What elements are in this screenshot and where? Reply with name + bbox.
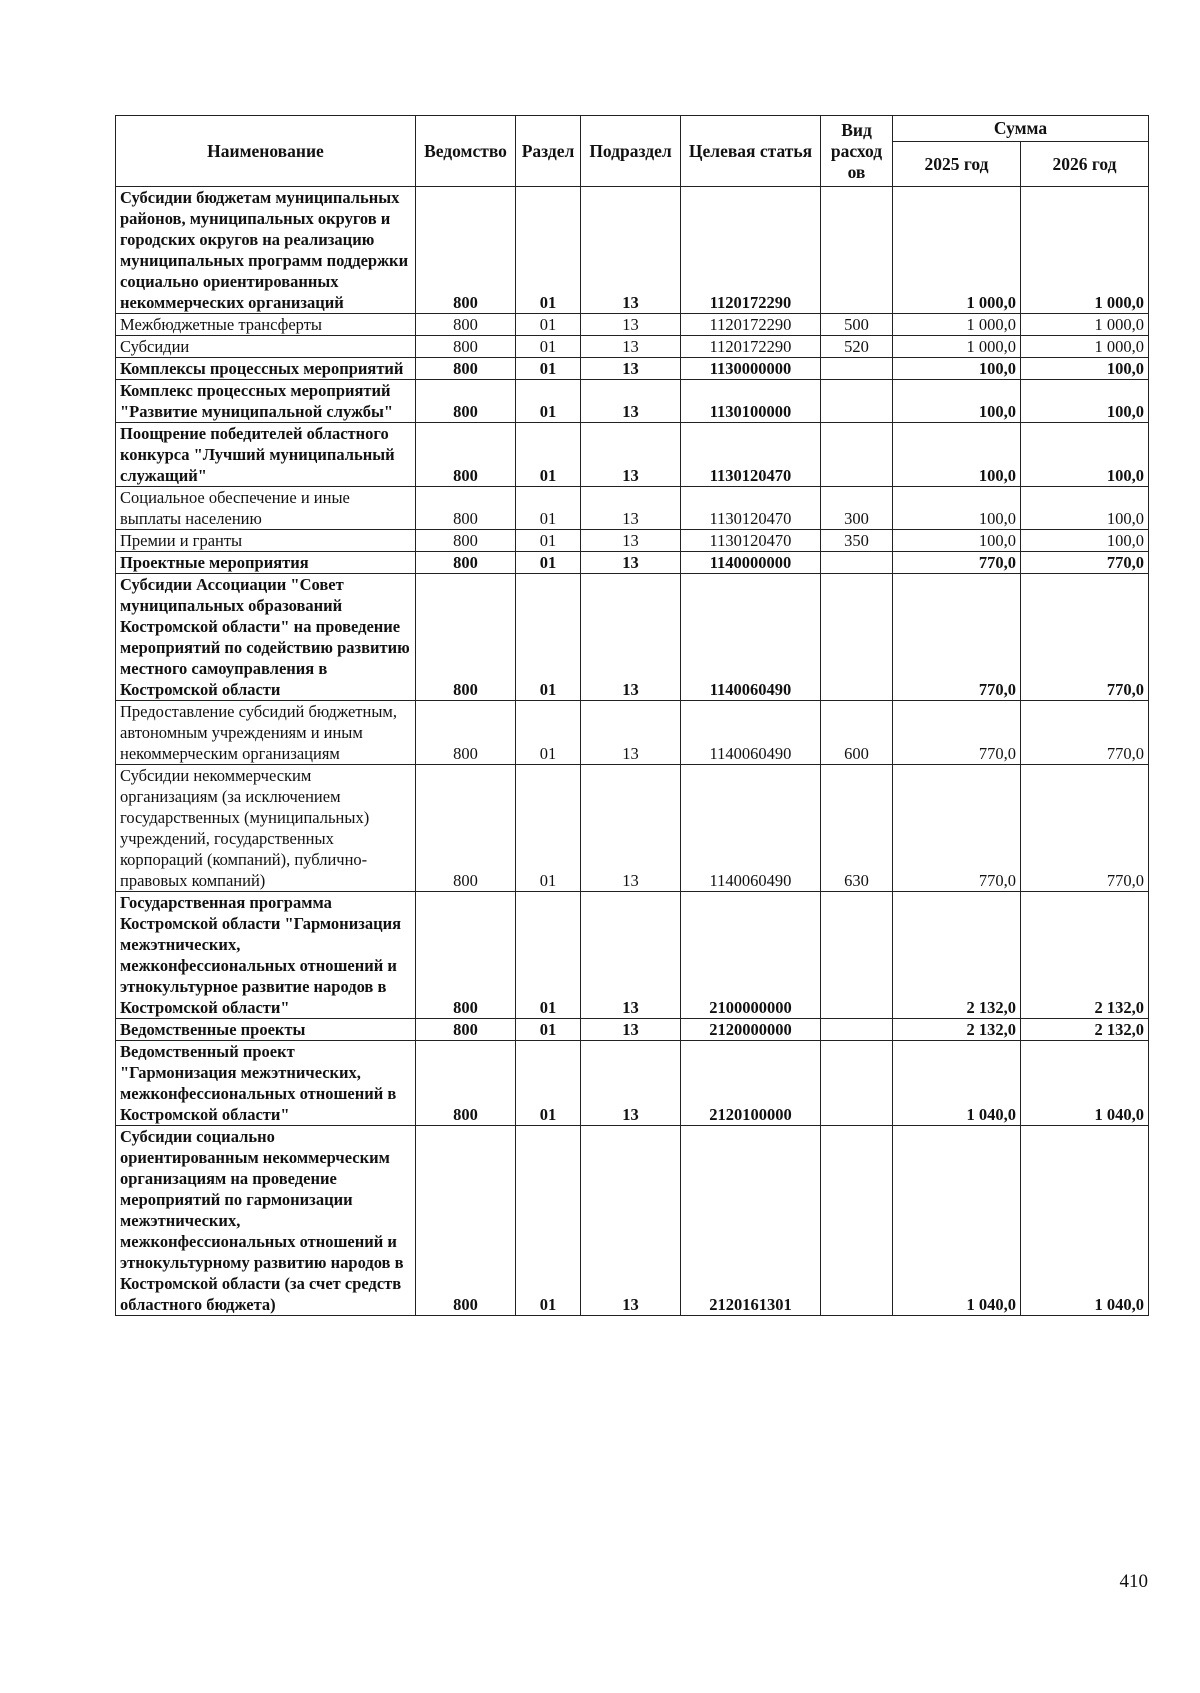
cell-amount-2026: 2 132,0 [1021,892,1149,1019]
cell-amount-2026: 100,0 [1021,530,1149,552]
cell-amount-2026: 100,0 [1021,487,1149,530]
cell-name: Проектные мероприятия [116,552,416,574]
cell-statya: 2100000000 [681,892,821,1019]
cell-name: Комплексы процессных мероприятий [116,358,416,380]
header-statya: Целевая статья [681,116,821,187]
cell-vedomstvo: 800 [416,336,516,358]
cell-statya: 2120161301 [681,1126,821,1316]
cell-statya: 1130120470 [681,423,821,487]
table-row [116,530,1149,552]
cell-amount-2026: 100,0 [1021,358,1149,380]
cell-vedomstvo: 800 [416,530,516,552]
cell-vid: 520 [821,336,893,358]
cell-podrazdel: 13 [581,358,681,380]
table-body [116,187,1149,1316]
cell-vedomstvo: 800 [416,552,516,574]
cell-amount-2026: 2 132,0 [1021,1019,1149,1041]
cell-vedomstvo: 800 [416,892,516,1019]
cell-amount-2025: 100,0 [893,358,1021,380]
cell-amount-2025: 2 132,0 [893,1019,1021,1041]
table-row [116,701,1149,765]
cell-vid [821,1126,893,1316]
cell-vid: 500 [821,314,893,336]
cell-amount-2026: 100,0 [1021,380,1149,423]
header-vedomstvo: Ведомство [416,116,516,187]
cell-amount-2025: 770,0 [893,765,1021,892]
table-row [116,765,1149,892]
cell-statya: 1130000000 [681,358,821,380]
cell-razdel: 01 [516,1126,581,1316]
cell-name: Социальное обеспечение и иные выплаты населению [116,487,416,530]
table-row [116,358,1149,380]
header-name: Наименование [116,116,416,187]
cell-vedomstvo: 800 [416,1019,516,1041]
cell-vedomstvo: 800 [416,1041,516,1126]
header-year-2026: 2026 год [1021,142,1149,187]
cell-amount-2025: 1 000,0 [893,314,1021,336]
cell-name: Субсидии [116,336,416,358]
cell-amount-2026: 1 000,0 [1021,314,1149,336]
cell-amount-2026: 770,0 [1021,765,1149,892]
cell-razdel: 01 [516,336,581,358]
cell-amount-2026: 100,0 [1021,423,1149,487]
cell-vid [821,1019,893,1041]
table-row [116,1126,1149,1316]
cell-name: Комплекс процессных мероприятий "Развитие муниципальной службы" [116,380,416,423]
cell-amount-2026: 1 040,0 [1021,1126,1149,1316]
cell-razdel: 01 [516,1019,581,1041]
table-row [116,314,1149,336]
cell-vid [821,552,893,574]
cell-podrazdel: 13 [581,574,681,701]
cell-podrazdel: 13 [581,314,681,336]
cell-podrazdel: 13 [581,892,681,1019]
cell-name: Субсидии некоммерческим организациям (за исключением государственных (муниципальных) учреждений, государственных корпораций (компаний), публично-правовых компаний) [116,765,416,892]
cell-vid [821,380,893,423]
cell-vedomstvo: 800 [416,423,516,487]
cell-statya: 2120000000 [681,1019,821,1041]
cell-razdel: 01 [516,314,581,336]
cell-vid [821,892,893,1019]
cell-podrazdel: 13 [581,423,681,487]
cell-amount-2026: 770,0 [1021,574,1149,701]
cell-amount-2025: 2 132,0 [893,892,1021,1019]
cell-podrazdel: 13 [581,552,681,574]
cell-statya: 1120172290 [681,336,821,358]
cell-amount-2026: 770,0 [1021,552,1149,574]
cell-statya: 1130100000 [681,380,821,423]
cell-amount-2025: 770,0 [893,552,1021,574]
cell-razdel: 01 [516,187,581,314]
table-row [116,380,1149,423]
cell-amount-2026: 770,0 [1021,701,1149,765]
cell-name: Субсидии социально ориентированным некоммерческим организациям на проведение мероприятий по гармонизации межэтнических, межконфессиональных отношений и этнокультурному развитию народов в Костромской области (за счет средств областного бюджета) [116,1126,416,1316]
cell-podrazdel: 13 [581,701,681,765]
cell-podrazdel: 13 [581,487,681,530]
cell-amount-2025: 100,0 [893,423,1021,487]
cell-name: Премии и гранты [116,530,416,552]
cell-podrazdel: 13 [581,187,681,314]
cell-vedomstvo: 800 [416,187,516,314]
cell-vedomstvo: 800 [416,487,516,530]
cell-name: Ведомственный проект "Гармонизация межэтнических, межконфессиональных отношений в Костромской области" [116,1041,416,1126]
cell-vedomstvo: 800 [416,1126,516,1316]
header-razdel: Раздел [516,116,581,187]
cell-vid [821,423,893,487]
cell-amount-2026: 1 040,0 [1021,1041,1149,1126]
cell-razdel: 01 [516,487,581,530]
table-row [116,552,1149,574]
cell-statya: 1140060490 [681,765,821,892]
cell-amount-2025: 1 040,0 [893,1126,1021,1316]
cell-vedomstvo: 800 [416,701,516,765]
table-row [116,336,1149,358]
cell-vid: 300 [821,487,893,530]
table-row [116,574,1149,701]
cell-amount-2026: 1 000,0 [1021,336,1149,358]
cell-amount-2026: 1 000,0 [1021,187,1149,314]
cell-statya: 2120100000 [681,1041,821,1126]
cell-podrazdel: 13 [581,765,681,892]
cell-name: Предоставление субсидий бюджетным, автономным учреждениям и иным некоммерческим организациям [116,701,416,765]
cell-amount-2025: 1 000,0 [893,187,1021,314]
cell-podrazdel: 13 [581,530,681,552]
cell-statya: 1130120470 [681,530,821,552]
cell-podrazdel: 13 [581,336,681,358]
table-row [116,1041,1149,1126]
cell-vid [821,574,893,701]
cell-razdel: 01 [516,574,581,701]
cell-razdel: 01 [516,765,581,892]
cell-statya: 1140000000 [681,552,821,574]
cell-vedomstvo: 800 [416,358,516,380]
cell-vedomstvo: 800 [416,765,516,892]
cell-razdel: 01 [516,380,581,423]
cell-amount-2025: 100,0 [893,530,1021,552]
cell-name: Поощрение победителей областного конкурса "Лучший муниципальный служащий" [116,423,416,487]
cell-statya: 1120172290 [681,187,821,314]
page-number: 410 [1119,1571,1148,1592]
cell-vid: 600 [821,701,893,765]
cell-statya: 1140060490 [681,701,821,765]
table-row [116,423,1149,487]
cell-name: Субсидии Ассоциации "Совет муниципальных образований Костромской области" на проведение мероприятий по содействию развитию местного самоуправления в Костромской области [116,574,416,701]
table-row [116,187,1149,314]
cell-statya: 1140060490 [681,574,821,701]
cell-vid [821,358,893,380]
cell-name: Государственная программа Костромской области "Гармонизация межэтнических, межконфессиональных отношений и этнокультурное развитие народов в Костромской области" [116,892,416,1019]
cell-razdel: 01 [516,701,581,765]
header-year-2025: 2025 год [893,142,1021,187]
table-row [116,487,1149,530]
cell-statya: 1130120470 [681,487,821,530]
cell-razdel: 01 [516,552,581,574]
cell-name: Межбюджетные трансферты [116,314,416,336]
cell-amount-2025: 1 000,0 [893,336,1021,358]
header-podrazdel: Подраздел [581,116,681,187]
cell-razdel: 01 [516,892,581,1019]
cell-podrazdel: 13 [581,1019,681,1041]
cell-amount-2025: 1 040,0 [893,1041,1021,1126]
cell-vid: 350 [821,530,893,552]
table-row [116,1019,1149,1041]
cell-razdel: 01 [516,530,581,552]
cell-vedomstvo: 800 [416,574,516,701]
cell-amount-2025: 100,0 [893,487,1021,530]
cell-vedomstvo: 800 [416,380,516,423]
table-row [116,892,1149,1019]
cell-podrazdel: 13 [581,1126,681,1316]
cell-vedomstvo: 800 [416,314,516,336]
cell-amount-2025: 770,0 [893,701,1021,765]
cell-amount-2025: 770,0 [893,574,1021,701]
cell-vid [821,1041,893,1126]
cell-razdel: 01 [516,423,581,487]
cell-vid: 630 [821,765,893,892]
cell-podrazdel: 13 [581,1041,681,1126]
cell-podrazdel: 13 [581,380,681,423]
header-vid: Вид расход ов [821,116,893,187]
table-header [116,116,1149,187]
cell-vid [821,187,893,314]
cell-name: Субсидии бюджетам муниципальных районов, муниципальных округов и городских округов на реализацию муниципальных программ поддержки социально ориентированных некоммерческих организаций [116,187,416,314]
cell-amount-2025: 100,0 [893,380,1021,423]
cell-razdel: 01 [516,358,581,380]
cell-name: Ведомственные проекты [116,1019,416,1041]
cell-razdel: 01 [516,1041,581,1126]
cell-statya: 1120172290 [681,314,821,336]
header-summa: Сумма [893,116,1149,142]
budget-table [115,115,1149,1316]
